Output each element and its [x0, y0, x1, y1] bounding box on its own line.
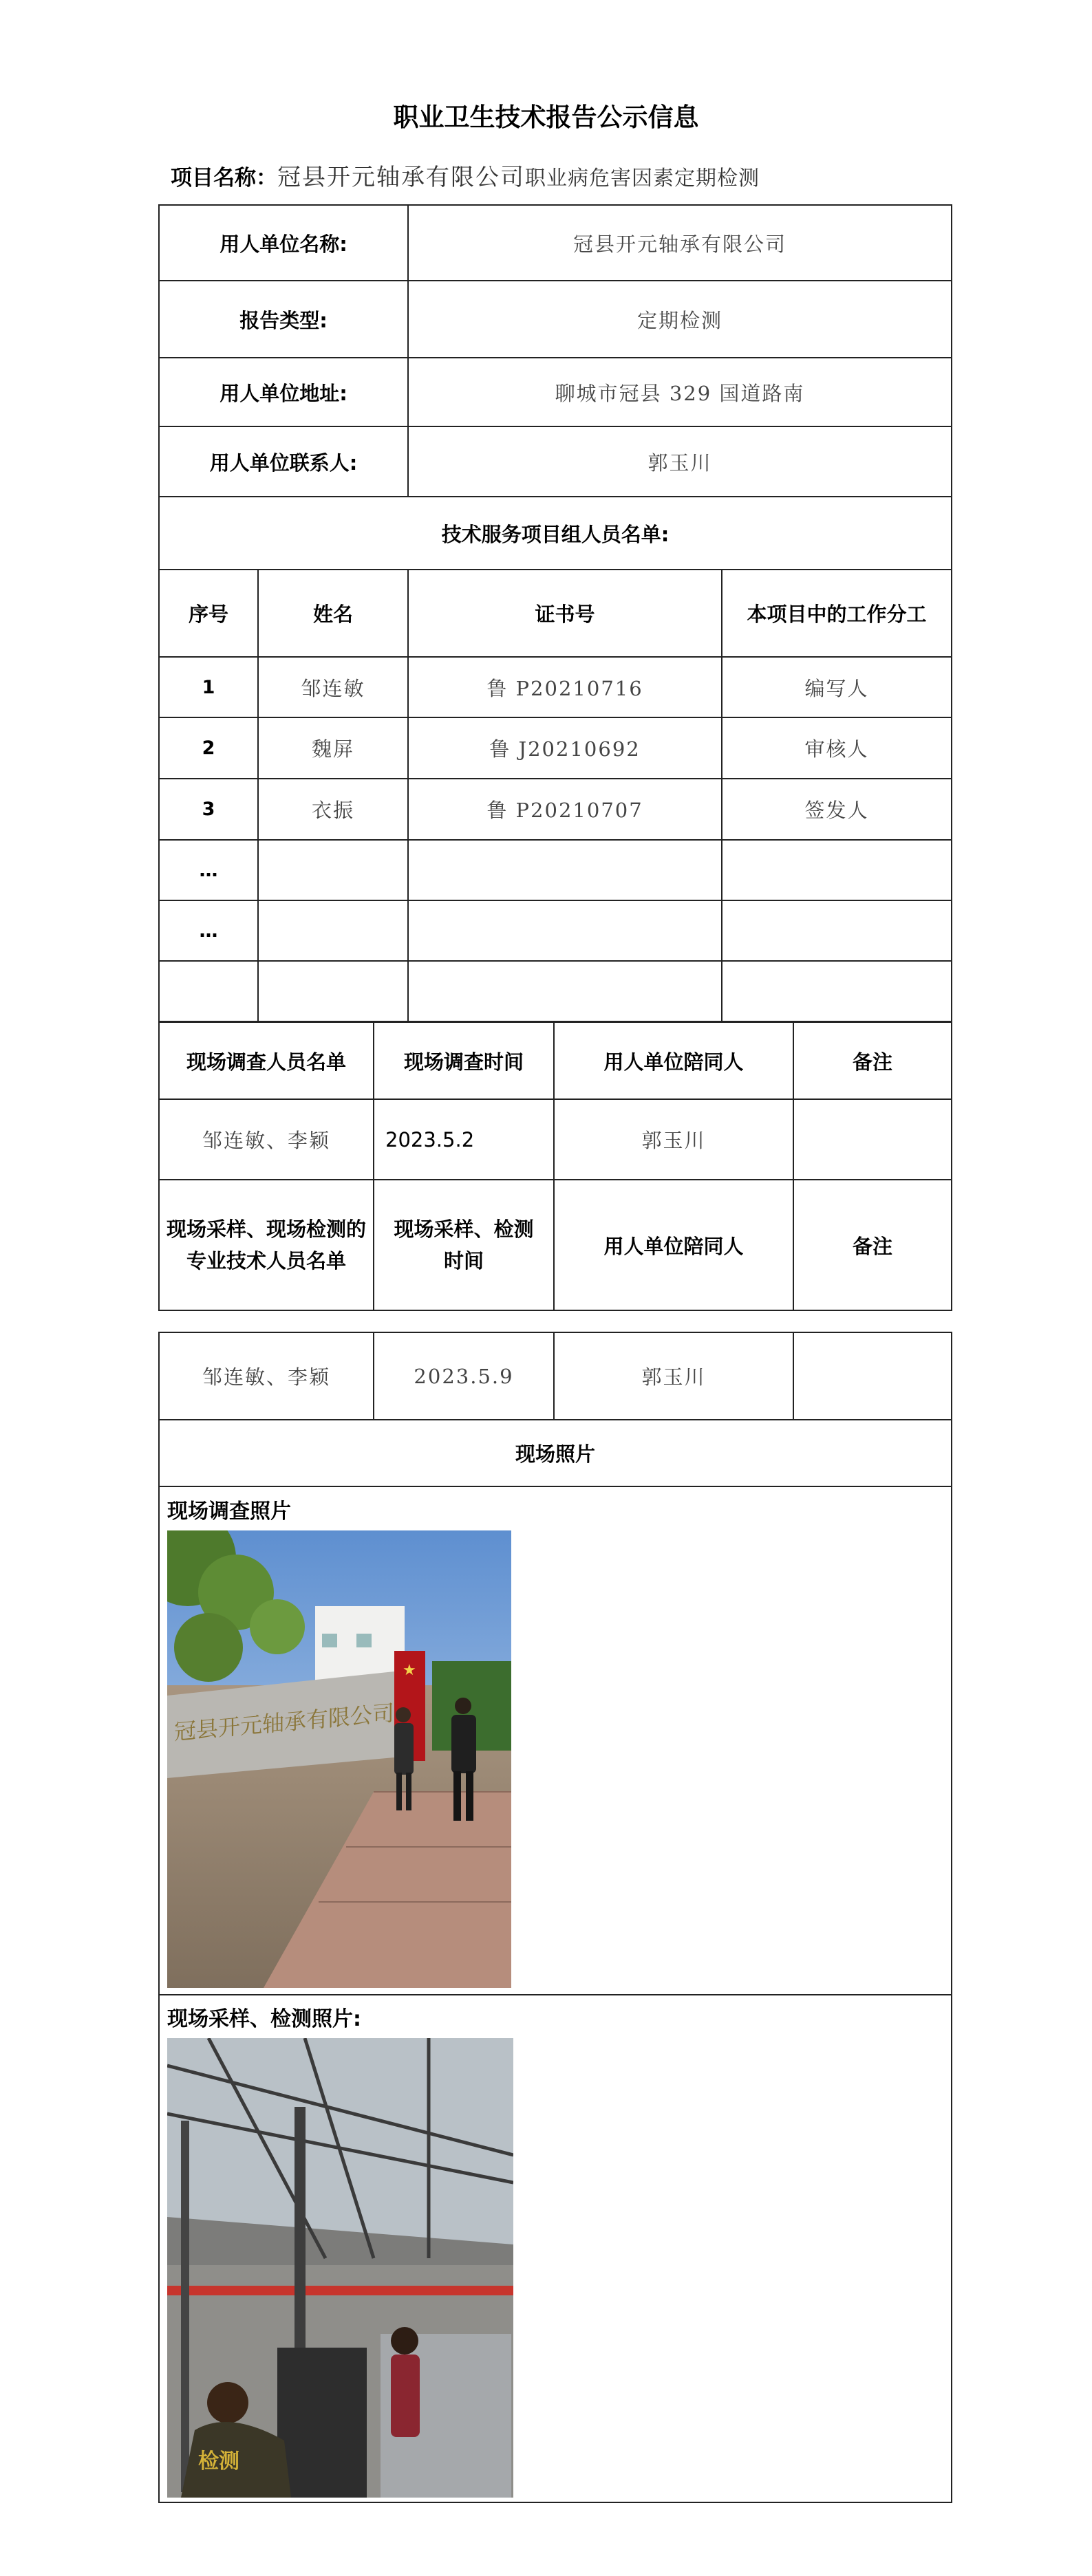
photos-heading: 现场照片: [159, 1420, 952, 1486]
table-row: [159, 205, 952, 281]
row-role: [722, 840, 952, 900]
page-title: 职业卫生技术报告公示信息: [393, 102, 699, 132]
unit-name-value: 冠县开元轴承有限公司: [408, 205, 952, 281]
team-heading: 技术服务项目组人员名单:: [159, 497, 952, 570]
contact-label: 用人单位联系人:: [159, 426, 408, 497]
row-no: 2: [159, 717, 258, 779]
project-line: [171, 158, 760, 192]
sampling-note: [793, 1332, 952, 1420]
col-no-header: 序号: [159, 570, 258, 657]
row-role: [722, 961, 952, 1021]
survey-escort: 郭玉川: [554, 1099, 793, 1180]
table-row: [159, 1420, 952, 1486]
sampling-staff: 邹连敏、李颖: [159, 1332, 374, 1420]
col-name-header: 姓名: [258, 570, 408, 657]
survey-staff-header: 现场调查人员名单: [159, 1022, 374, 1099]
survey-time-header: 现场调查时间: [374, 1022, 554, 1099]
row-no: 1: [159, 657, 258, 717]
row-role: 编写人: [722, 657, 952, 717]
col-cert-header: 证书号: [408, 570, 722, 657]
sampling-escort-header: 用人单位陪同人: [554, 1180, 793, 1310]
row-no: …: [159, 900, 258, 961]
table-row: [159, 657, 952, 717]
row-no: 3: [159, 779, 258, 840]
row-no: [159, 961, 258, 1021]
row-name: [258, 961, 408, 1021]
sampling-photo: [167, 2038, 513, 2498]
svg-text:★: ★: [403, 1662, 416, 1679]
survey-escort-header: 用人单位陪同人: [554, 1022, 793, 1099]
address-label: 用人单位地址:: [159, 358, 408, 426]
sampling-escort: 郭玉川: [554, 1332, 793, 1420]
survey-time: 2023.5.2: [374, 1099, 554, 1180]
report-type-value: 定期检测: [408, 281, 952, 358]
row-name: [258, 900, 408, 961]
project-company: 冠县开元轴承有限公司: [277, 164, 525, 191]
table-row: [159, 1099, 952, 1180]
table-row: [159, 497, 952, 570]
table-header-row: [159, 570, 952, 657]
report-type-label: 报告类型:: [159, 281, 408, 358]
row-name: [258, 840, 408, 900]
worker-back: [391, 2327, 420, 2437]
row-cert: 鲁 J20210692: [408, 717, 722, 779]
table-header-row: [159, 1180, 952, 1310]
table-row: [159, 358, 952, 426]
row-cert: [408, 900, 722, 961]
table-row: [159, 840, 952, 900]
col-role-header: 本项目中的工作分工: [722, 570, 952, 657]
row-role: [722, 900, 952, 961]
project-label: 项目名称：: [171, 166, 277, 191]
info-table: [158, 204, 952, 1022]
contact-value: 郭玉川: [408, 426, 952, 497]
sampling-staff-header: 现场采样、现场检测的专业技术人员名单: [159, 1180, 374, 1310]
table-row: [159, 281, 952, 358]
survey-photo-label: 现场调查照片: [167, 1500, 291, 1524]
row-name: 衣振: [258, 779, 408, 840]
table-header-row: [159, 1022, 952, 1099]
survey-note-header: 备注: [793, 1022, 952, 1099]
row-cert: [408, 840, 722, 900]
sampling-time-header: 现场采样、检测时间: [374, 1180, 554, 1310]
survey-photo: [167, 1530, 511, 1988]
row-cert: [408, 961, 722, 1021]
vest-text: 检测: [198, 2449, 239, 2474]
sampling-note-header: 备注: [793, 1180, 952, 1310]
table-row: [159, 779, 952, 840]
sampling-photo-label: 现场采样、检测照片:: [167, 2007, 361, 2031]
survey-staff: 邹连敏、李颖: [159, 1099, 374, 1180]
row-cert: 鲁 P20210716: [408, 657, 722, 717]
sampling-time: 2023.5.9: [374, 1332, 554, 1420]
row-no: …: [159, 840, 258, 900]
address-value: 聊城市冠县 329 国道路南: [408, 358, 952, 426]
row-role: 审核人: [722, 717, 952, 779]
row-name: 邹连敏: [258, 657, 408, 717]
row-cert: 鲁 P20210707: [408, 779, 722, 840]
table-row: [159, 1332, 952, 1420]
survey-table: [158, 1021, 952, 1311]
gate-sign-text: 冠县开元轴承有限公司: [174, 1700, 394, 1746]
table-row: [159, 961, 952, 1021]
table-row: [159, 900, 952, 961]
project-type: 职业病危害因素定期检测: [525, 166, 760, 191]
table-row: [159, 426, 952, 497]
table-row: [159, 717, 952, 779]
row-name: 魏屏: [258, 717, 408, 779]
unit-name-label: 用人单位名称:: [159, 205, 408, 281]
row-role: 签发人: [722, 779, 952, 840]
survey-note: [793, 1099, 952, 1180]
